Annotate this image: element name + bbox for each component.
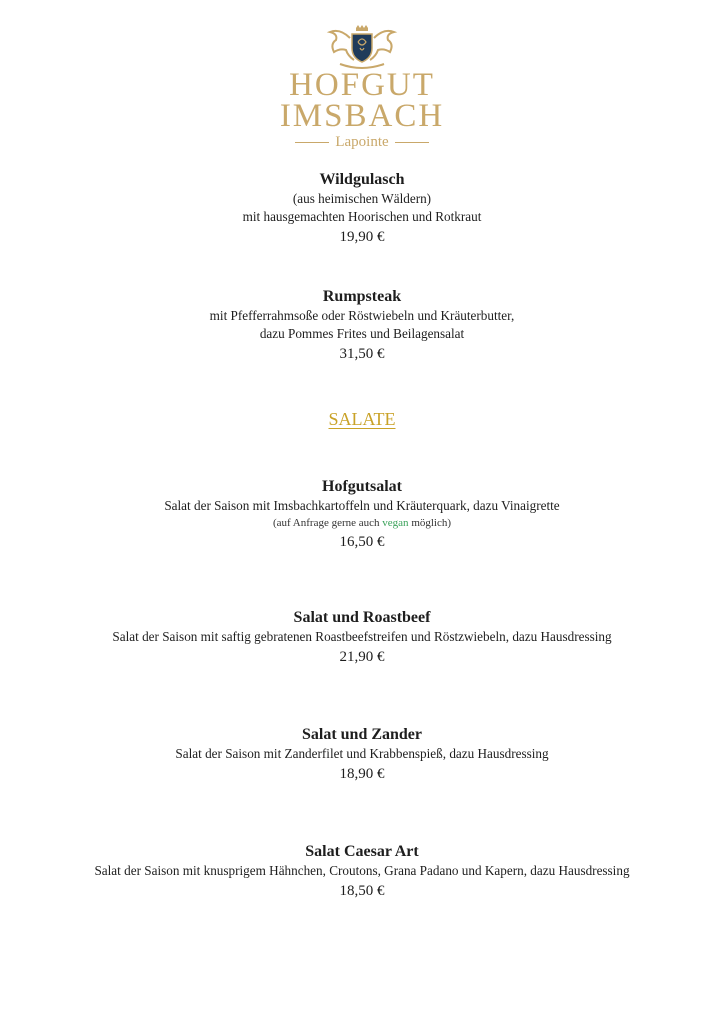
item-description: Salat der Saison mit Imsbachkartoffeln und Kräuterquark, dazu Vinaigrette [164, 498, 560, 513]
item-price: 31,50 € [339, 346, 385, 362]
note-text: (auf Anfrage gerne auch [272, 517, 383, 529]
item-description: (aus heimischen Wäldern) [292, 191, 432, 206]
item-name: Salat und Zander [301, 726, 423, 743]
note-text: möglich) [408, 517, 452, 529]
brand-subtitle [0, 134, 724, 151]
brand-subtitle-text: Lapointe [335, 134, 389, 150]
item-name: Salat Caesar Art [305, 843, 419, 860]
menu-item-hofgutsalat [0, 477, 724, 553]
logo [0, 24, 724, 151]
divider-right [395, 142, 429, 143]
item-name: Hofgutsalat [322, 478, 402, 495]
item-price: 18,90 € [339, 766, 385, 782]
item-description: mit Pfefferrahmsoße oder Röstwiebeln und Kräuterbutter, [209, 308, 515, 323]
menu-item-salat-roastbeef [0, 608, 724, 668]
item-price: 18,50 € [339, 883, 385, 899]
brand-name-line-1: HOFGUT [289, 67, 435, 103]
item-name: Rumpsteak [322, 288, 402, 305]
item-price: 21,90 € [339, 649, 385, 665]
item-description: mit hausgemachten Hoorischen und Rotkraut [242, 209, 482, 224]
item-description: Salat der Saison mit knusprigem Hähnchen, Croutons, Grana Padano und Kapern, dazu Hausdressing [94, 863, 630, 878]
item-name: Salat und Roastbeef [293, 609, 431, 626]
brand-name-line-2: IMSBACH [279, 98, 445, 134]
item-price: 19,90 € [339, 229, 385, 245]
menu-item-salat-zander [0, 725, 724, 785]
item-description: Salat der Saison mit Zanderfilet und Krabbenspieß, dazu Hausdressing [175, 746, 549, 761]
section-title-salate: SALATE [328, 409, 396, 429]
item-description: Salat der Saison mit saftig gebratenen Roastbeefstreifen und Röstzwiebeln, dazu Hausdressing [112, 629, 612, 644]
divider-left [295, 142, 329, 143]
heraldic-crest-icon [322, 24, 402, 70]
item-name: Wildgulasch [319, 171, 405, 188]
menu-item-wildgulasch [0, 170, 724, 248]
item-description: dazu Pommes Frites und Beilagensalat [259, 326, 465, 341]
menu-item-rumpsteak [0, 287, 724, 365]
item-note [0, 515, 724, 531]
vegan-highlight: vegan [382, 517, 409, 529]
menu-item-salat-caesar [0, 842, 724, 902]
item-price: 16,50 € [339, 534, 385, 550]
